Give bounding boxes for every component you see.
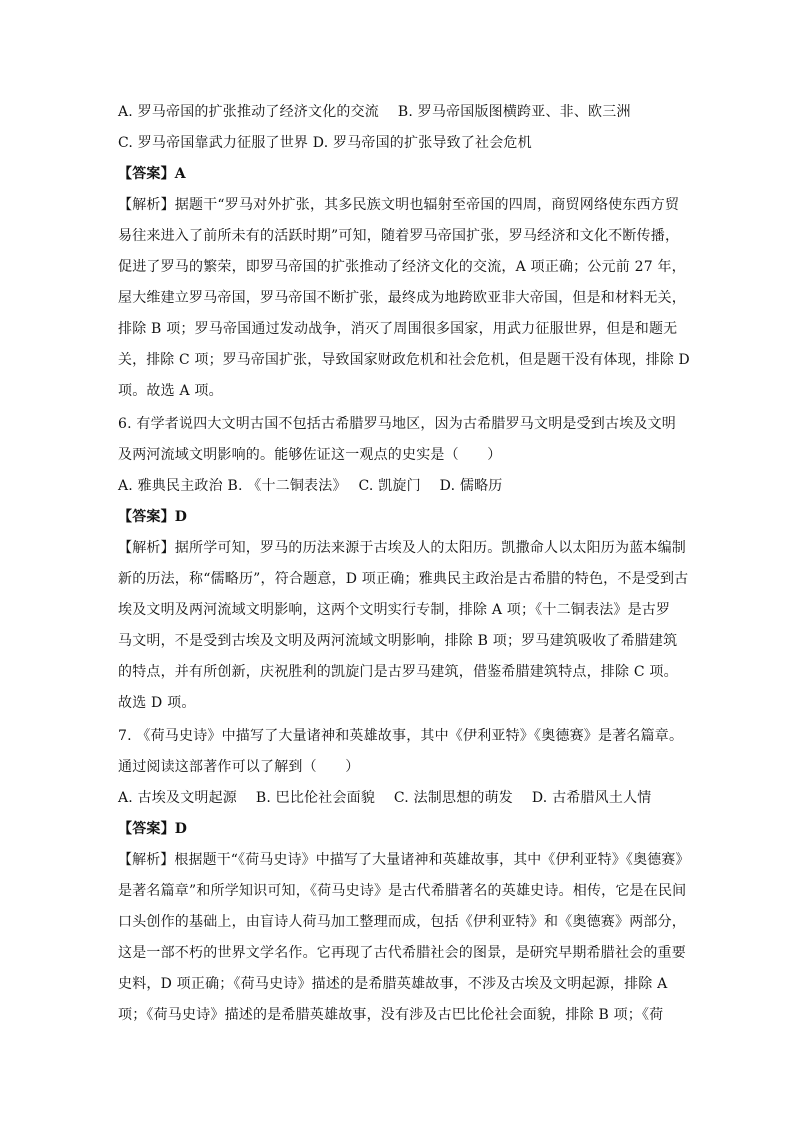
analysis-line: 屋大维建立罗马帝国，罗马帝国不断扩张，最终成为地跨欧亚非大帝国，但是和材料无关， (118, 290, 686, 306)
analysis-line: 【解析】根据题干“《荷马史诗》中描写了大量诸神和英雄故事，其中《伊利亚特》《奥德赛》 (118, 852, 690, 868)
answer-line: 【答案】A (118, 166, 186, 182)
analysis-line: 项；《荷马史诗》描述的是希腊英雄故事，没有涉及古巴比伦社会面貌，排除 B 项；《荷 (118, 1007, 664, 1023)
analysis-line: 这是一部不朽的世界文学名作。它再现了古代希腊社会的图景，是研究早期希腊社会的重要 (118, 945, 686, 961)
option-line: A. 罗马帝国的扩张推动了经济文化的交流 B. 罗马帝国版图横跨亚、非、欧三洲 (118, 104, 631, 120)
option-line: A. 古埃及文明起源 B. 巴比伦社会面貌 C. 法制思想的萌发 D. 古希腊风土人情 (118, 790, 652, 806)
analysis-line: 故选 D 项。 (118, 695, 196, 711)
analysis-line: 易往来进入了前所未有的活跃时期”可知，随着罗马帝国扩张，罗马经济和文化不断传播， (118, 228, 680, 244)
analysis-line: 项。故选 A 项。 (118, 383, 223, 399)
analysis-line: 【解析】据题干“罗马对外扩张，其多民族文明也辐射至帝国的四周，商贸网络使东西方贸 (118, 197, 680, 213)
analysis-line: 马文明，不是受到古埃及文明及两河流域文明影响，排除 B 项；罗马建筑吸收了希腊建筑 (118, 633, 678, 649)
option-line: C. 罗马帝国靠武力征服了世界 D. 罗马帝国的扩张导致了社会危机 (118, 135, 532, 151)
question-line: 通过阅读这部著作可以了解到（ ） (118, 759, 360, 775)
analysis-line: 埃及文明及两河流域文明影响，这两个文明实行专制，排除 A 项；《十二铜表法》是古罗 (118, 602, 671, 618)
analysis-line: 【解析】据所学可知，罗马的历法来源于古埃及人的太阳历。凯撒命人以太阳历为蓝本编制 (118, 540, 686, 556)
analysis-line: 新的历法，称“儒略历”，符合题意，D 项正确；雅典民主政治是古希腊的特色，不是受到古 (118, 571, 689, 587)
question-line: 及两河流域文明影响的。能够佐证这一观点的史实是（ ） (118, 447, 502, 463)
option-line: A. 雅典民主政治 B. 《十二铜表法》 C. 凯旋门 D. 儒略历 (118, 478, 503, 494)
question-line: 6. 有学者说四大文明古国不包括古希腊罗马地区，因为古希腊罗马文明是受到古埃及文明 (118, 416, 677, 432)
analysis-line: 口头创作的基础上，由盲诗人荷马加工整理而成，包括《伊利亚特》和《奥德赛》两部分， (118, 914, 686, 930)
analysis-line: 的特点，并有所创新，庆祝胜利的凯旋门是古罗马建筑，借鉴希腊建筑特点，排除 C 项。 (118, 664, 678, 680)
answer-line: 【答案】D (118, 821, 188, 837)
analysis-line: 促进了罗马的繁荣，即罗马帝国的扩张推动了经济文化的交流，A 项正确；公元前 27 年， (118, 259, 686, 275)
analysis-line: 排除 B 项；罗马帝国通过发动战争，消灭了周围很多国家，用武力征服世界，但是和题无 (118, 321, 678, 337)
analysis-line: 史料，D 项正确；《荷马史诗》描述的是希腊英雄故事，不涉及古埃及文明起源，排除 A (118, 976, 668, 992)
answer-line: 【答案】D (118, 509, 188, 525)
question-line: 7. 《荷马史诗》中描写了大量诸神和英雄故事，其中《伊利亚特》《奥德赛》是著名篇章。 (118, 728, 684, 744)
analysis-line: 是著名篇章”和所学知识可知，《荷马史诗》是古代希腊著名的英雄史诗。相传，它是在民间 (118, 883, 687, 899)
analysis-line: 关，排除 C 项；罗马帝国扩张，导致国家财政危机和社会危机，但是题干没有体现，排除 D (118, 352, 690, 368)
